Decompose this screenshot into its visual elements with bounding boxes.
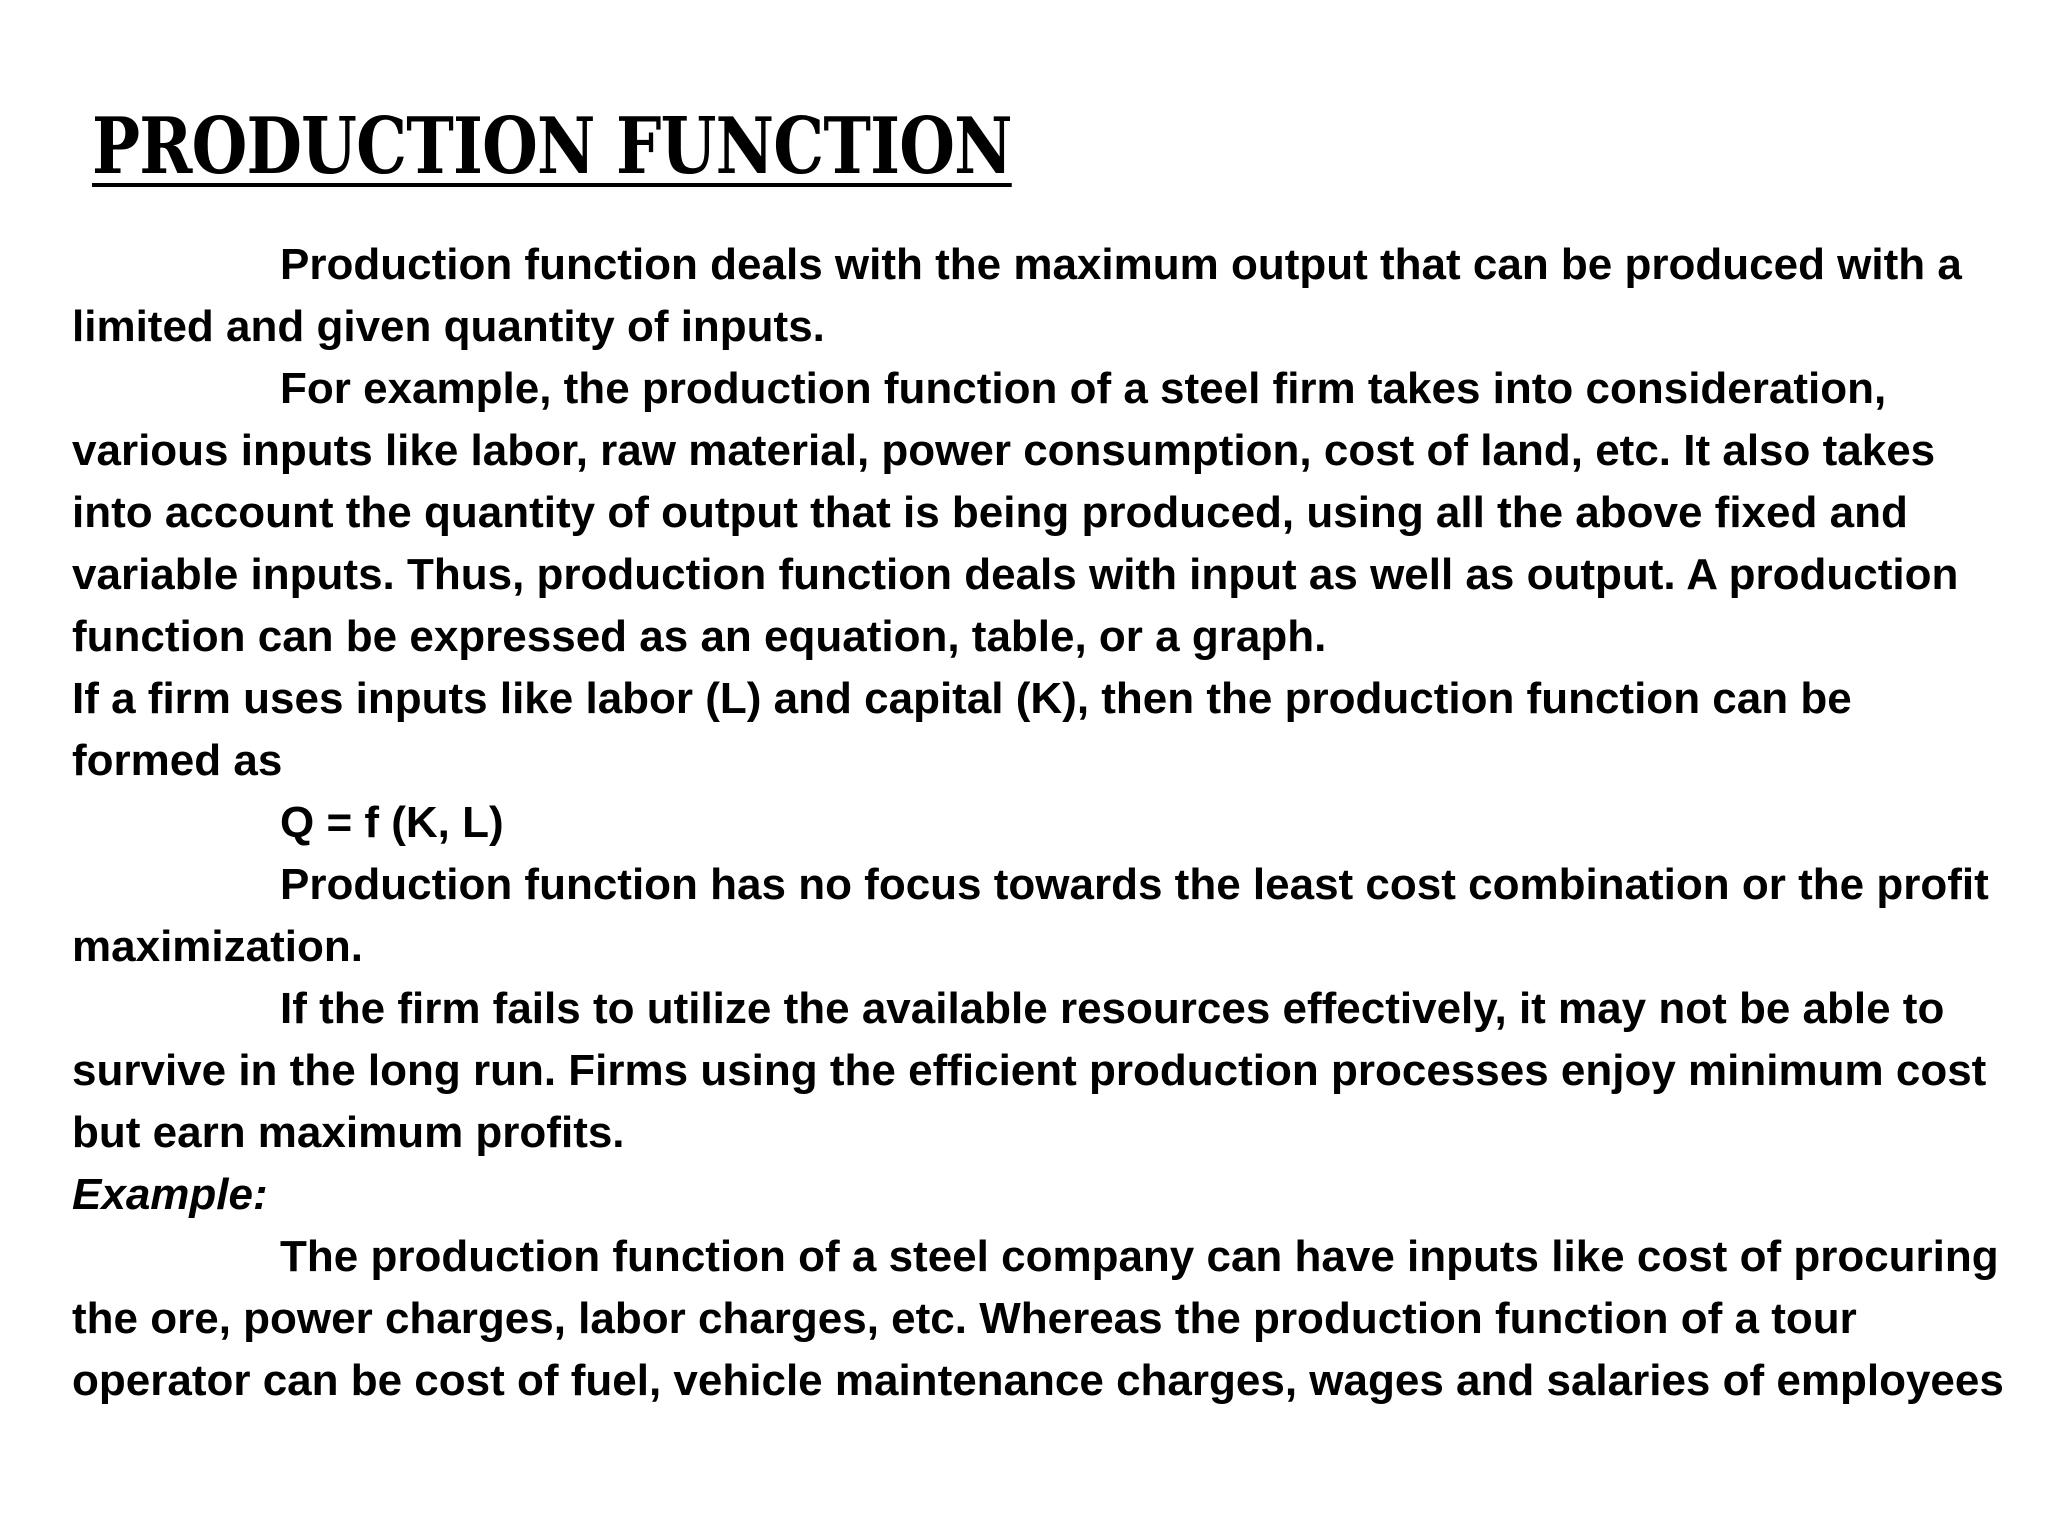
paragraph-steel-firm-example: For example, the production function of a steel firm takes into consideration, various inputs like labor, raw material, power consumption, cost of land, etc. It also takes into account the quantity of output that is being produced, using all the above fixed and variable inputs. Thus, production function deals with input as well as output. A production function can be expressed as an equation, table, or a graph. (72, 364, 1959, 661)
production-equation: Q = f (K, L) (280, 798, 504, 847)
paragraph-resources: If the firm fails to utilize the available resources effectively, it may not be able to survive in the long run. Firms using the efficient production processes enjoy minimum cost but earn maximum profits. (72, 984, 1987, 1157)
paragraph-no-focus: Production function has no focus towards the least cost combination or the profit maximization. (72, 860, 1989, 971)
paragraph-example-detail: The production function of a steel company can have inputs like cost of procuring the ore, power charges, labor charges, etc. Whereas the production function of a tour operator can be cost of fuel, vehicle maintenance charges, wages and salaries of employees (72, 1232, 2004, 1405)
paragraph-labor-capital: If a firm uses inputs like labor (L) and capital (K), then the production function can be formed as (72, 674, 1852, 785)
paragraph-definition: Production function deals with the maximum output that can be produced with a limited and given quantity of inputs. (72, 240, 1962, 351)
slide-body (72, 234, 2012, 1412)
example-label: Example: (72, 1170, 268, 1219)
slide-title: PRODUCTION FUNCTION (92, 101, 1012, 192)
